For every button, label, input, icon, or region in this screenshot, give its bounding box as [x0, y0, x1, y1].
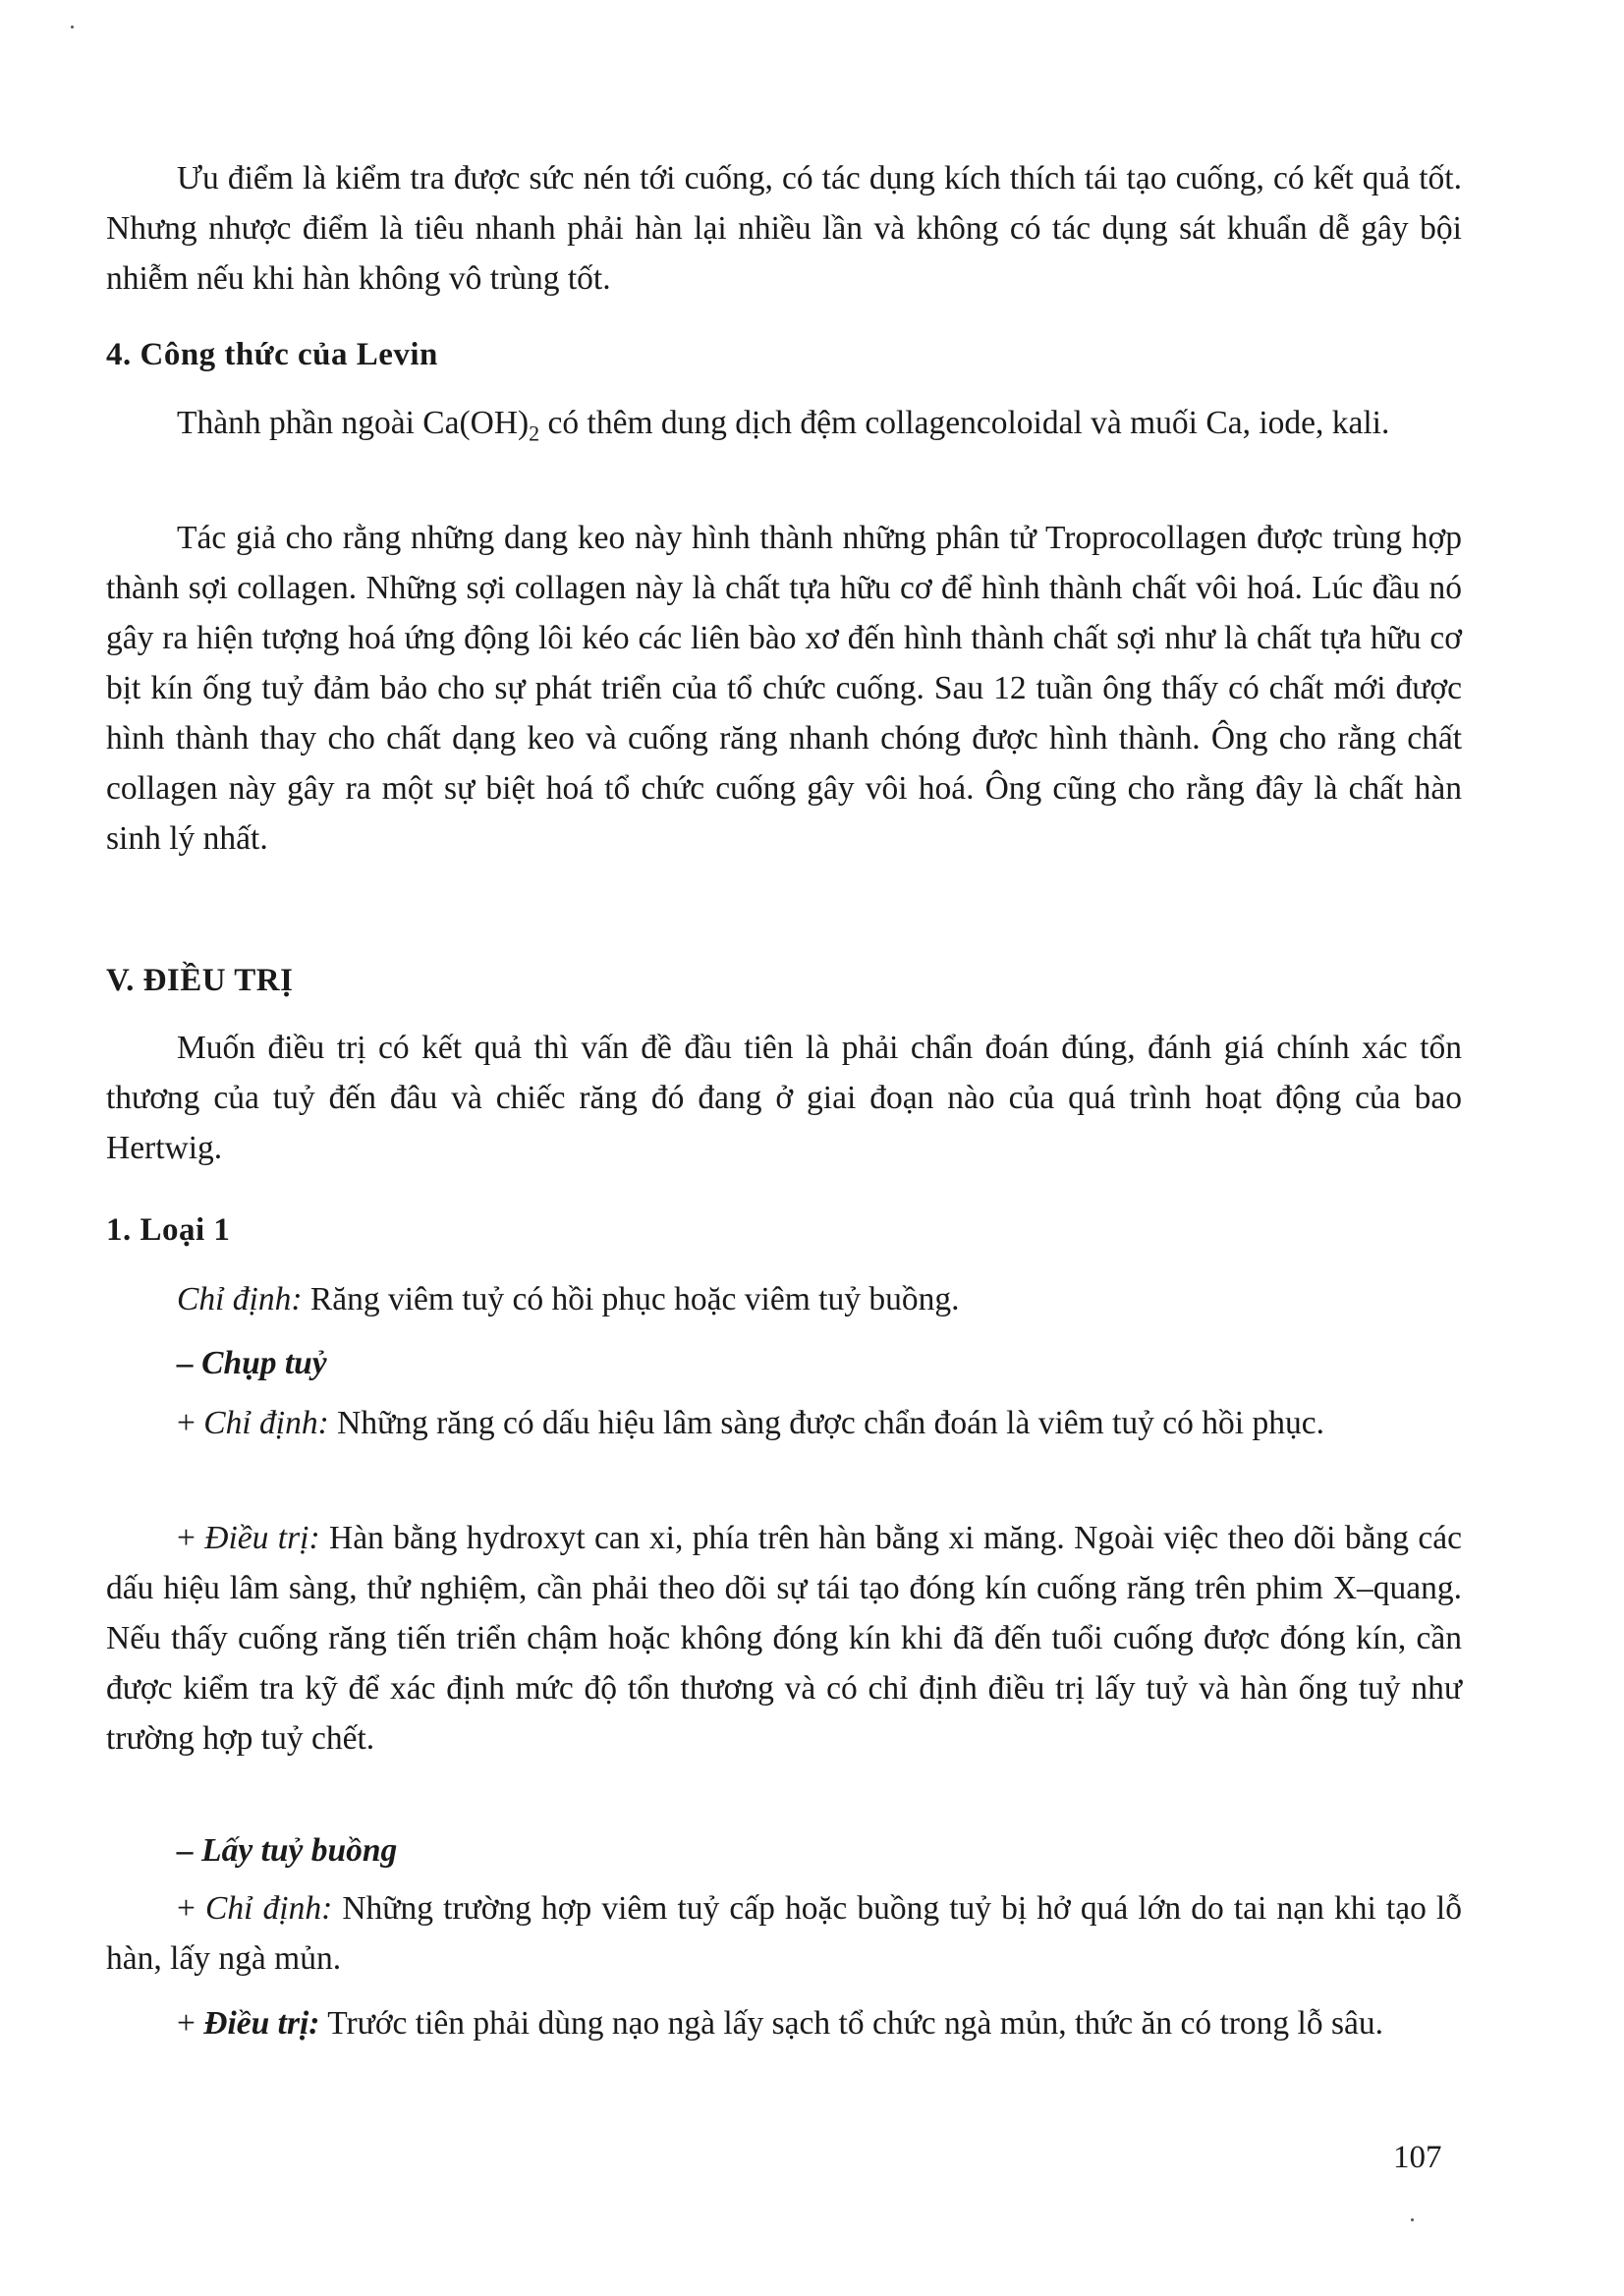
pulpotomy-treatment-text: Trước tiên phải dùng nạo ngà lấy sạch tổ chức ngà mủn, thức ăn có trong lỗ sâu.: [319, 2005, 1384, 2042]
subscript: 2: [529, 420, 540, 446]
heading-type-1: 1. Loại 1: [106, 1212, 231, 1248]
indication-label: Chỉ định:: [177, 1281, 303, 1317]
paragraph-indication: [106, 1274, 1462, 1324]
subheading-pulp-capping: [106, 1338, 1462, 1388]
bullet-plus: +: [177, 2005, 204, 2042]
paragraph-pulpotomy-treatment: [106, 1998, 1462, 2048]
heading-treatment: V. ĐIỀU TRỊ: [106, 963, 294, 998]
scan-speck: [1411, 2218, 1414, 2221]
capping-treatment-label: Điều trị:: [204, 1520, 320, 1556]
pulpotomy-indication-text: Những trường hợp viêm tuỷ cấp hoặc buồng tuỷ bị hở quá lớn do tai nạn khi tạo lỗ hàn, lấy ngà mủn.: [106, 1890, 1462, 1977]
pulp-capping-title: – Chụp tuỷ: [177, 1345, 327, 1381]
paragraph-author-view: Tác giả cho rằng những dang keo này hình thành những phân tử Troprocollagen được trùng hợp thành sợi collagen. Những sợi collagen này là chất tựa hữu cơ để hình thành chất vôi hoá. Lúc đầu nó gây ra hiện tượng hoá ứng động lôi kéo các liên bào xơ đến hình thành chất sợi như là chất tựa hữu cơ bịt kín ống tuỷ đảm bảo cho sự phát triển của tổ chức cuống. Sau 12 tuần ông thấy có chất mới được hình thành thay cho chất dạng keo và cuống răng nhanh chóng được hình thành. Ông cho rằng chất collagen này gây ra một sự biệt hoá tổ chức cuống gây vôi hoá. Ông cũng cho rằng đây là chất hàn sinh lý nhất.: [106, 520, 1462, 857]
composition-text-a: Thành phần ngoài Ca(OH): [177, 405, 530, 441]
page-number: 107: [1393, 2140, 1442, 2175]
paragraph-advantages: Ưu điểm là kiểm tra được sức nén tới cuống, có tác dụng kích thích tái tạo cuống, có kết quả tốt. Nhưng nhược điểm là tiêu nhanh phải hàn lại nhiều lần và không có tác dụng sát khuẩn dễ gây bội nhiễm nếu khi hàn không vô trùng tốt.: [106, 160, 1462, 297]
capping-treatment-text: Hàn bằng hydroxyt can xi, phía trên hàn bằng xi măng. Ngoài việc theo dõi bằng các dấu hiệu lâm sàng, thử nghiệm, cần phải theo dõi sự tái tạo đóng kín cuống răng trên phim X–quang. Nếu thấy cuống răng tiến triển chậm hoặc không đóng kín khi đã đến tuổi cuống được đóng kín, cần được kiểm tra kỹ để xác định mức độ tổn thương và có chỉ định điều trị lấy tuỷ và hàn ống tuỷ như trường hợp tuỷ chết.: [106, 1520, 1462, 1757]
bullet-plus: +: [177, 1520, 205, 1556]
bullet-plus: +: [177, 1890, 206, 1927]
heading-levin-formula: 4. Công thức của Levin: [106, 337, 438, 372]
pulpotomy-indication-label: Chỉ định:: [205, 1890, 333, 1927]
pulpotomy-treatment-label: Điều trị:: [203, 2005, 320, 2042]
paragraph-capping-treatment: [106, 1513, 1462, 1764]
paragraph-treatment-intro: Muốn điều trị có kết quả thì vấn đề đầu tiên là phải chẩn đoán đúng, đánh giá chính xác tổn thương của tuỷ đến đâu và chiếc răng đó đang ở giai đoạn nào của quá trình hoạt động của bao Hertwig.: [106, 1030, 1462, 1166]
composition-text-b: có thêm dung dịch đệm collagencoloidal và muối Ca, iode, kali.: [539, 405, 1390, 441]
paragraph-pulpotomy-indication: [106, 1883, 1462, 1984]
subheading-pulpotomy: [106, 1825, 1462, 1876]
bullet-plus: +: [177, 1405, 204, 1441]
paragraph-capping-indication: [106, 1398, 1462, 1448]
capping-indication-text: Những răng có dấu hiệu lâm sàng được chẩn đoán là viêm tuỷ có hồi phục.: [328, 1405, 1324, 1441]
paragraph-composition: [106, 398, 1462, 448]
capping-indication-label: Chỉ định:: [203, 1405, 329, 1441]
indication-text: Răng viêm tuỷ có hồi phục hoặc viêm tuỷ buồng.: [302, 1281, 960, 1317]
scan-speck: [71, 26, 74, 28]
pulpotomy-title: – Lấy tuỷ buồng: [177, 1832, 398, 1869]
